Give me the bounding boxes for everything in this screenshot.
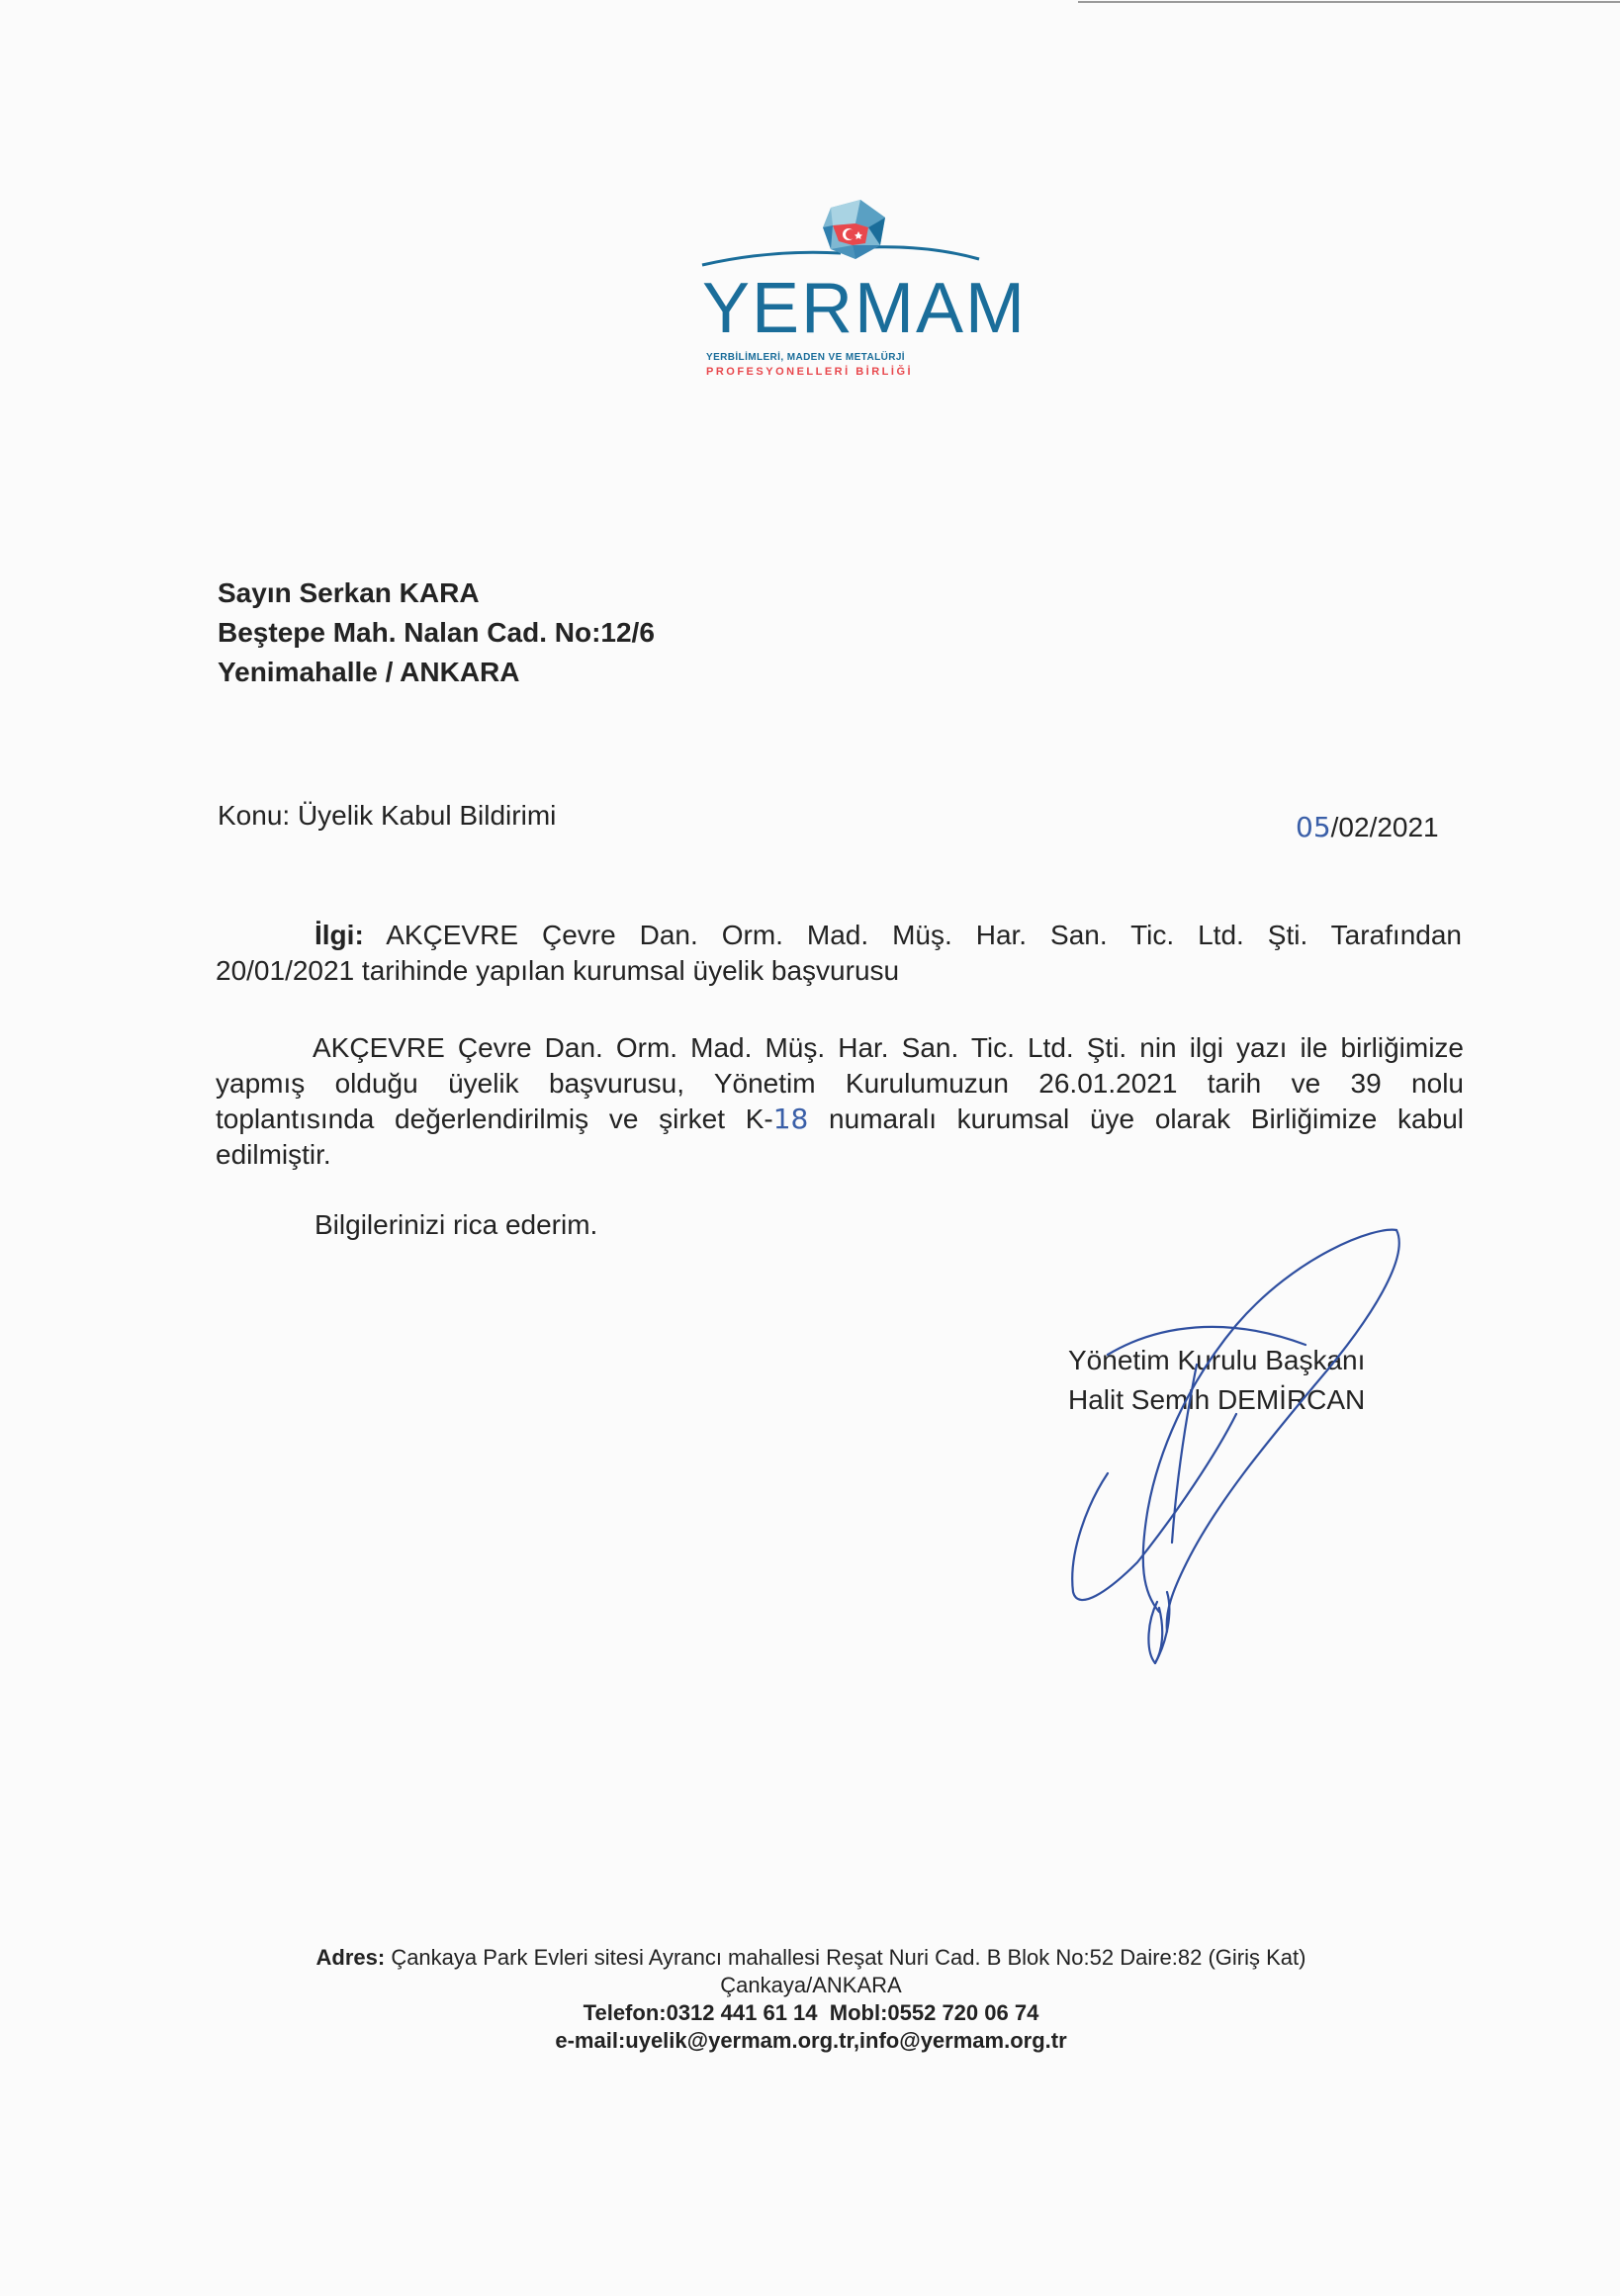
letter-date (1296, 811, 1439, 844)
recipient-name: Sayın Serkan KARA (218, 577, 480, 608)
body-line-1: AKÇEVRE Çevre Dan. Orm. Mad. Müş. Har. San. Tic. Ltd. Şti. nin ilgi yazı ile birliğimize (313, 1032, 1464, 1063)
reference-line-1: İlgi: AKÇEVRE Çevre Dan. Orm. Mad. Müş. Har. San. Tic. Ltd. Şti. Tarafından (315, 920, 1462, 950)
date-rest: /02/2021 (1330, 812, 1439, 842)
handwritten-member-number: 18 (772, 1103, 809, 1135)
signatory-title: Yönetim Kurulu Başkanı (1068, 1345, 1366, 1375)
handwritten-day: 05 (1296, 811, 1331, 843)
footer-address-line-2: Çankaya/ANKARA (720, 1973, 902, 1997)
footer-email: e-mail:uyelik@yermam.org.tr,info@yermam.org.tr (555, 2028, 1067, 2053)
closing-text: Bilgilerinizi rica ederim. (315, 1209, 598, 1240)
logo-subtitle-2: PROFESYONELLERİ BİRLİĞİ (706, 366, 914, 378)
letter-subject: Konu: Üyelik Kabul Bildirimi (218, 800, 557, 831)
reference-label: İlgi: (315, 920, 364, 950)
reference-paragraph (216, 918, 1462, 989)
body-line-3: toplantısında değerlendirilmiş ve şirket K-18 numaralı kurumsal üye olarak Birliğimize kabul (216, 1103, 1464, 1135)
signatory-name: Halit Semih DEMİRCAN (1068, 1384, 1366, 1415)
recipient-city: Yenimahalle / ANKARA (218, 657, 520, 687)
recipient-address (218, 574, 655, 692)
footer-phones: Telefon:0312 441 61 14 Mobl:0552 720 06 74 (583, 2000, 1039, 2025)
scan-edge-line (1078, 1, 1620, 3)
logo-wordmark: YERMAM (702, 269, 1028, 348)
letter-footer (198, 1944, 1424, 2055)
recipient-street: Beştepe Mah. Nalan Cad. No:12/6 (218, 617, 655, 648)
reference-line-2: 20/01/2021 tarihinde yapılan kurumsal üyelik başvurusu (216, 955, 900, 986)
footer-address-line-1: Adres: Çankaya Park Evleri sitesi Ayrancı mahallesi Reşat Nuri Cad. B Blok No:52 Daire:82 (Giriş Kat) (315, 1945, 1306, 1970)
handwritten-signature (1048, 1216, 1424, 1671)
logo-subtitle-1: YERBİLİMLERİ, MADEN VE METALÜRJİ (706, 352, 905, 363)
yermam-logo (682, 188, 1028, 386)
body-paragraph (216, 1030, 1464, 1173)
body-line-4: edilmiştir. (216, 1139, 331, 1170)
body-line-2: yapmış olduğu üyelik başvurusu, Yönetim Kurulumuzun 26.01.2021 tarih ve 39 nolu (216, 1068, 1464, 1099)
